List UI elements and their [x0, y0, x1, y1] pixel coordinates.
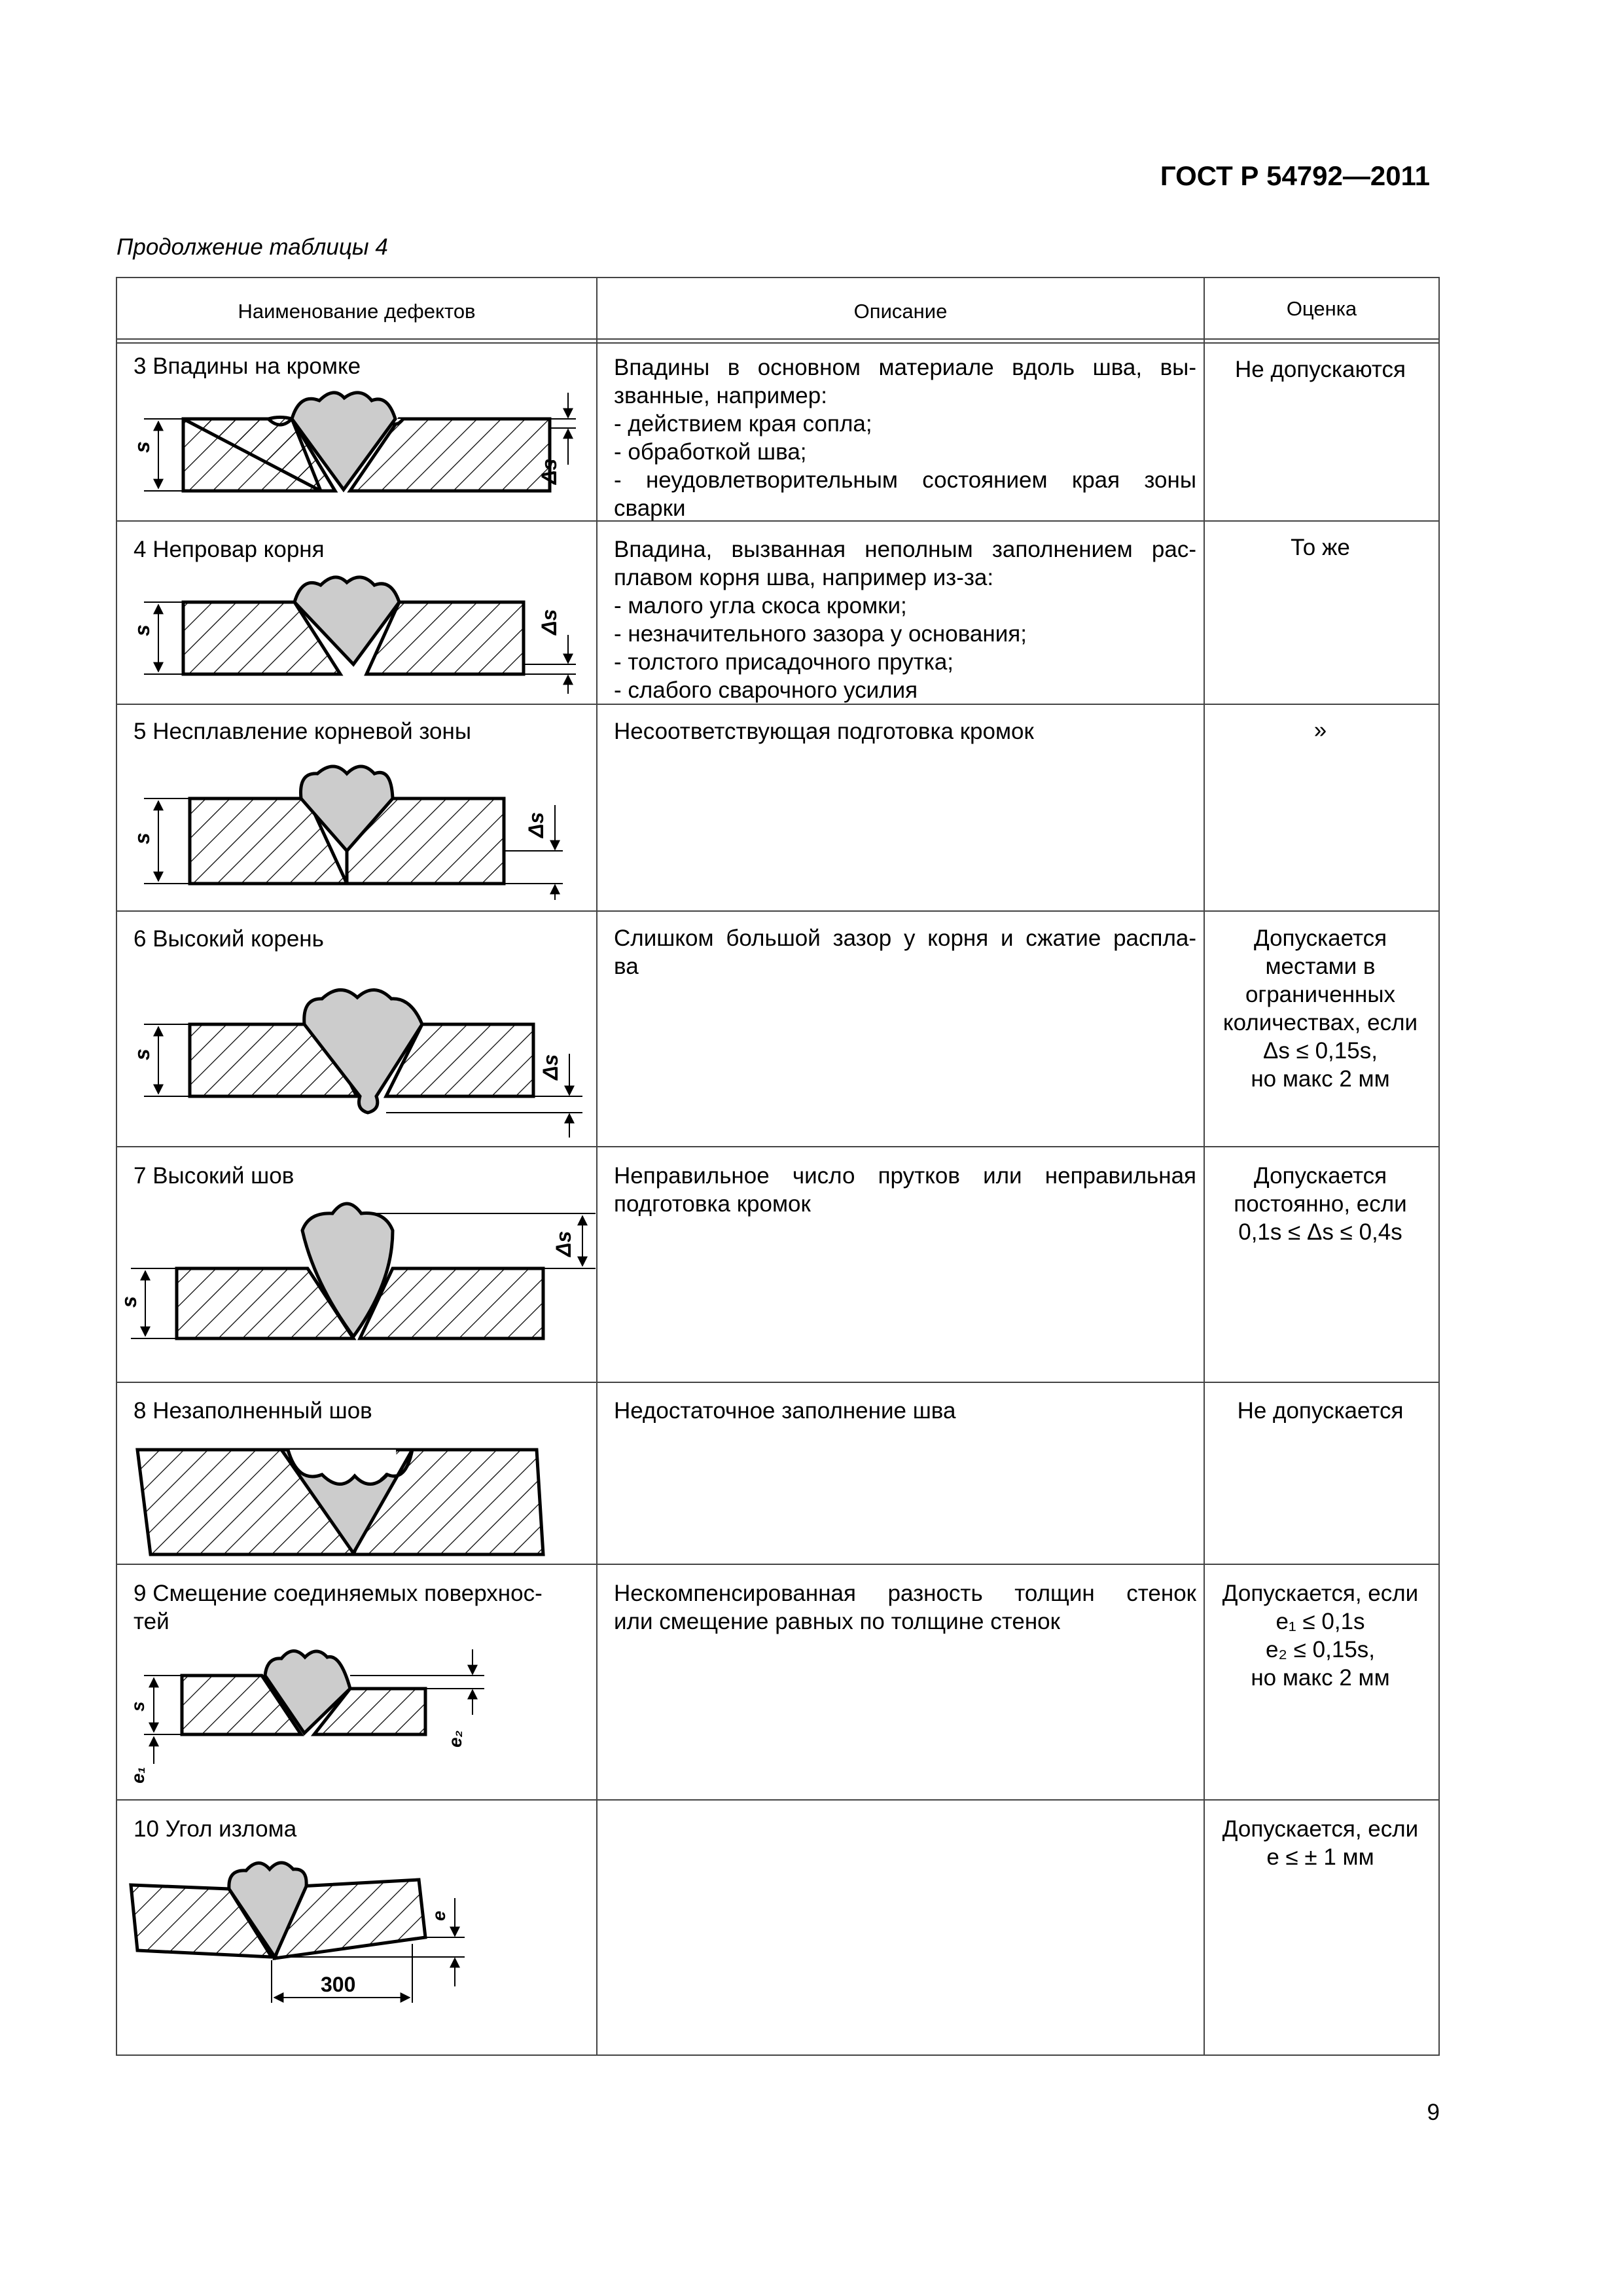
column-header-description: Описание: [853, 300, 948, 323]
description-line: Впадины в основном материале вдоль шва, вы-: [614, 355, 1196, 380]
evaluation-line: e ≤ ± 1 мм: [1266, 1844, 1374, 1870]
defect-evaluation: [1207, 355, 1433, 384]
defect-name: 10 Угол излома: [134, 1816, 297, 1842]
table-caption: Продолжение таблицы 4: [116, 234, 388, 260]
fig-label-s: s: [117, 1296, 141, 1308]
defect-evaluation: [1207, 1397, 1433, 1425]
defect-evaluation: [1207, 924, 1433, 1093]
evaluation-line: Не допускаются: [1234, 357, 1406, 382]
weld-figure-lack-of-fusion: [131, 753, 589, 903]
fig-label-300: 300: [321, 1973, 356, 1996]
evaluation-line: Допускается, если: [1222, 1581, 1419, 1606]
column-header-name: Наименование дефектов: [238, 300, 476, 323]
description-line: ва: [614, 954, 639, 979]
evaluation-line: Допускается: [1253, 1163, 1387, 1189]
fig-label-s: s: [128, 1701, 148, 1712]
description-line: Неправильное число прутков или неправильная: [614, 1163, 1196, 1189]
description-line: званные, например:: [614, 383, 827, 408]
defect-description: [614, 353, 1196, 522]
weld-figure-incomplete-penetration: [131, 563, 589, 694]
defect-name: 9 Смещение соединяемых поверхнос- тей: [134, 1581, 543, 1634]
description-line: - неудовлетворительным состоянием края зоны: [614, 467, 1196, 493]
description-line: Несоответствующая подготовка кромок: [614, 719, 1034, 744]
description-line: - действием края сопла;: [614, 411, 872, 437]
fig-label-delta-s: Δs: [539, 1054, 562, 1080]
fig-label-s: s: [130, 1049, 154, 1060]
evaluation-line: e₂ ≤ 0,15s,: [1265, 1637, 1376, 1662]
fig-label-delta-s: Δs: [537, 609, 561, 635]
defect-name: 3 Впадины на кромке: [134, 353, 361, 379]
evaluation-line: местами в: [1265, 954, 1376, 979]
defect-description: [614, 1579, 1196, 1636]
evaluation-line: постоянно, если: [1234, 1191, 1407, 1217]
fig-label-delta-s: Δs: [552, 1230, 575, 1257]
evaluation-line: но макс 2 мм: [1251, 1066, 1390, 1092]
defect-name: 6 Высокий корень: [134, 926, 324, 952]
fig-label-delta-s: Δs: [524, 812, 548, 838]
description-line: - толстого присадочного прутка;: [614, 649, 954, 675]
defect-name: 4 Непровар корня: [134, 537, 325, 562]
fig-label-e2: e₂: [445, 1730, 465, 1748]
defect-description: [614, 1397, 1196, 1425]
fig-label-delta-s: Δs: [537, 458, 561, 484]
fig-label-e1: e₁: [128, 1767, 148, 1784]
description-line: Впадина, вызванная неполным заполнением рас-: [614, 537, 1196, 562]
fig-label-s: s: [130, 624, 154, 636]
defect-description: [614, 1162, 1196, 1218]
weld-figure-angular-misalignment: [124, 1852, 491, 2009]
weld-figure-high-root: [131, 975, 589, 1139]
weld-figure-excess-weld: [117, 1191, 596, 1342]
defect-evaluation: [1207, 1579, 1433, 1692]
fig-label-s: s: [130, 441, 154, 453]
evaluation-line: »: [1313, 717, 1327, 743]
defect-name: 8 Незаполненный шов: [134, 1398, 372, 1424]
description-line: - обработкой шва;: [614, 439, 807, 465]
description-line: Слишком большой зазор у корня и сжатие распла-: [614, 925, 1196, 951]
evaluation-line: количествах, если: [1222, 1010, 1418, 1035]
defect-name: 7 Высокий шов: [134, 1163, 294, 1189]
fig-label-s: s: [130, 833, 154, 844]
defect-name: 5 Несплавление корневой зоны: [134, 719, 471, 744]
description-line: подготовка кромок: [614, 1191, 811, 1217]
evaluation-line: Δs ≤ 0,15s,: [1263, 1038, 1378, 1064]
evaluation-line: e₁ ≤ 0,1s: [1275, 1609, 1365, 1634]
defect-evaluation: [1207, 1162, 1433, 1246]
column-header-evaluation: Оценка: [1286, 297, 1357, 320]
page-number: 9: [1427, 2100, 1440, 2125]
defect-description: [614, 535, 1196, 704]
description-line: сварки: [614, 495, 686, 521]
evaluation-line: ограниченных: [1245, 982, 1396, 1007]
defect-evaluation: [1207, 716, 1433, 744]
evaluation-line: Не допускается: [1237, 1398, 1404, 1424]
weld-figure-undercut: [131, 380, 589, 511]
fig-label-e: e: [429, 1910, 449, 1921]
defect-evaluation: [1207, 1815, 1433, 1871]
weld-figure-misalignment: [124, 1643, 491, 1800]
defect-evaluation: [1207, 533, 1433, 562]
defect-description: [614, 924, 1196, 980]
description-line: или смещение равных по толщине стенок: [614, 1609, 1060, 1634]
evaluation-line: но макс 2 мм: [1251, 1665, 1390, 1691]
evaluation-line: Допускается, если: [1222, 1816, 1419, 1842]
standard-number: ГОСТ Р 54792—2011: [1160, 160, 1430, 191]
description-line: Нескомпенсированная разность толщин стенок: [614, 1581, 1196, 1606]
description-line: Недостаточное заполнение шва: [614, 1398, 956, 1424]
defect-description: [614, 717, 1196, 745]
description-line: - малого угла скоса кромки;: [614, 593, 907, 619]
description-line: - незначительного зазора у основания;: [614, 621, 1027, 647]
description-line: - слабого сварочного усилия: [614, 677, 918, 703]
evaluation-line: 0,1s ≤ Δs ≤ 0,4s: [1238, 1219, 1402, 1245]
weld-figure-underfill: [124, 1437, 596, 1554]
description-line: плавом корня шва, например из-за:: [614, 565, 994, 590]
evaluation-line: То же: [1291, 535, 1350, 560]
evaluation-line: Допускается: [1253, 925, 1387, 951]
